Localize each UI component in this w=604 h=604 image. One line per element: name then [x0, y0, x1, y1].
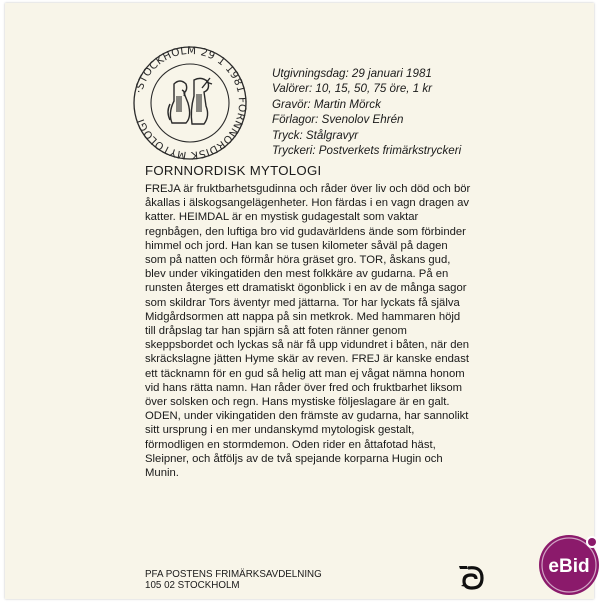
article-line: skeppsbordet och lyckas så när få upp vidundret i båten, när den	[145, 339, 470, 352]
article-line: över solsken och regn. Hans mystiske följeslagare är en galt.	[145, 396, 450, 409]
article-line: blev under vikingatiden den mest folkkäre av gudarna. På en	[145, 268, 449, 281]
issue-date: Utgivningsdag: 29 januari 1981	[272, 67, 432, 80]
publisher-name: PFA POSTENS FRIMÄRKSAVDELNING	[145, 569, 322, 580]
postmark-stamp	[130, 44, 250, 162]
stamp-figures-icon	[168, 78, 212, 124]
publisher-address: 105 02 STOCKHOLM	[145, 580, 240, 592]
article-line: ODEN, under vikingatiden den främste av gudarna, har sannolikt	[145, 410, 469, 423]
issue-designer: Förlagor: Svenolov Ehrén	[272, 113, 404, 127]
article-line: katter. HEIMDAL är en mystisk gudagestalt som vaktar	[145, 211, 419, 224]
publisher-footer	[145, 569, 322, 592]
ebid-badge[interactable]	[536, 532, 602, 598]
article-line: till dråpslag tar han spjärn så att foten ränner genom	[145, 325, 407, 338]
article-line: himmel och jord. Han kan se tusen kilometer såväl på dagen	[145, 239, 448, 252]
article-line: sitt ursprung i en mer undanskymd mytologisk gestalt,	[145, 424, 415, 437]
postmark-ring-text: ·STOCKHOLM 29 1 1981 FORNNORDISK MYTOLOGI	[133, 44, 249, 162]
ebid-label: eBid	[548, 556, 590, 577]
article-line: FREJA är fruktbarhetsgudinna och råder över liv och död och bör	[145, 183, 471, 195]
article-line: som på natten och förmår höra gräset gro. TOR, åskans gud,	[145, 254, 451, 267]
post-horn-icon	[456, 560, 488, 592]
article-body	[145, 182, 525, 480]
issue-print-method: Tryck: Stålgravyr	[272, 128, 359, 142]
article-line: runsten återges ett dramatiskt ögonblick i en av de många sagor	[145, 282, 467, 295]
article-line: åkallas i älskogsangelägenheter. Hon färdas i en vagn dragen av	[145, 197, 470, 210]
article-line: förmodligen en stormdemon. Oden rider en åttafotad häst,	[145, 438, 436, 451]
article-line: ett täcknamn för en gud så helig att man ej vågat nämna honom	[145, 367, 465, 380]
issue-engraver: Gravör: Martin Mörck	[272, 97, 381, 111]
article-line: regnbågen, den luftiga bro vid gudavärldens ände som förbinder	[145, 225, 466, 238]
article-line: Munin.	[145, 467, 179, 480]
article-title: FORNNORDISK MYTOLOGI	[145, 163, 322, 178]
article-line: som skildrar Tors äventyr med jättarna. Tor har lyckats få själva	[145, 296, 460, 309]
article-line: Midgårdsormen att nappa på sin metkrok. Med hammaren höjd	[145, 310, 461, 323]
issue-printer: Tryckeri: Postverkets frimärkstryckeri	[272, 144, 462, 158]
issue-info	[272, 66, 461, 158]
article-line: skräckslagne jätten Hyme skär av reven. FREJ är kanske endast	[145, 353, 469, 366]
article-line: Sleipner, och åtföljs av de två spejande korparna Hugin och	[145, 452, 443, 465]
article-line: vid hans rätta namn. Han råder över fred och fruktbarhet liksom	[145, 381, 463, 394]
issue-values: Valörer: 10, 15, 50, 75 öre, 1 kr	[272, 82, 433, 96]
